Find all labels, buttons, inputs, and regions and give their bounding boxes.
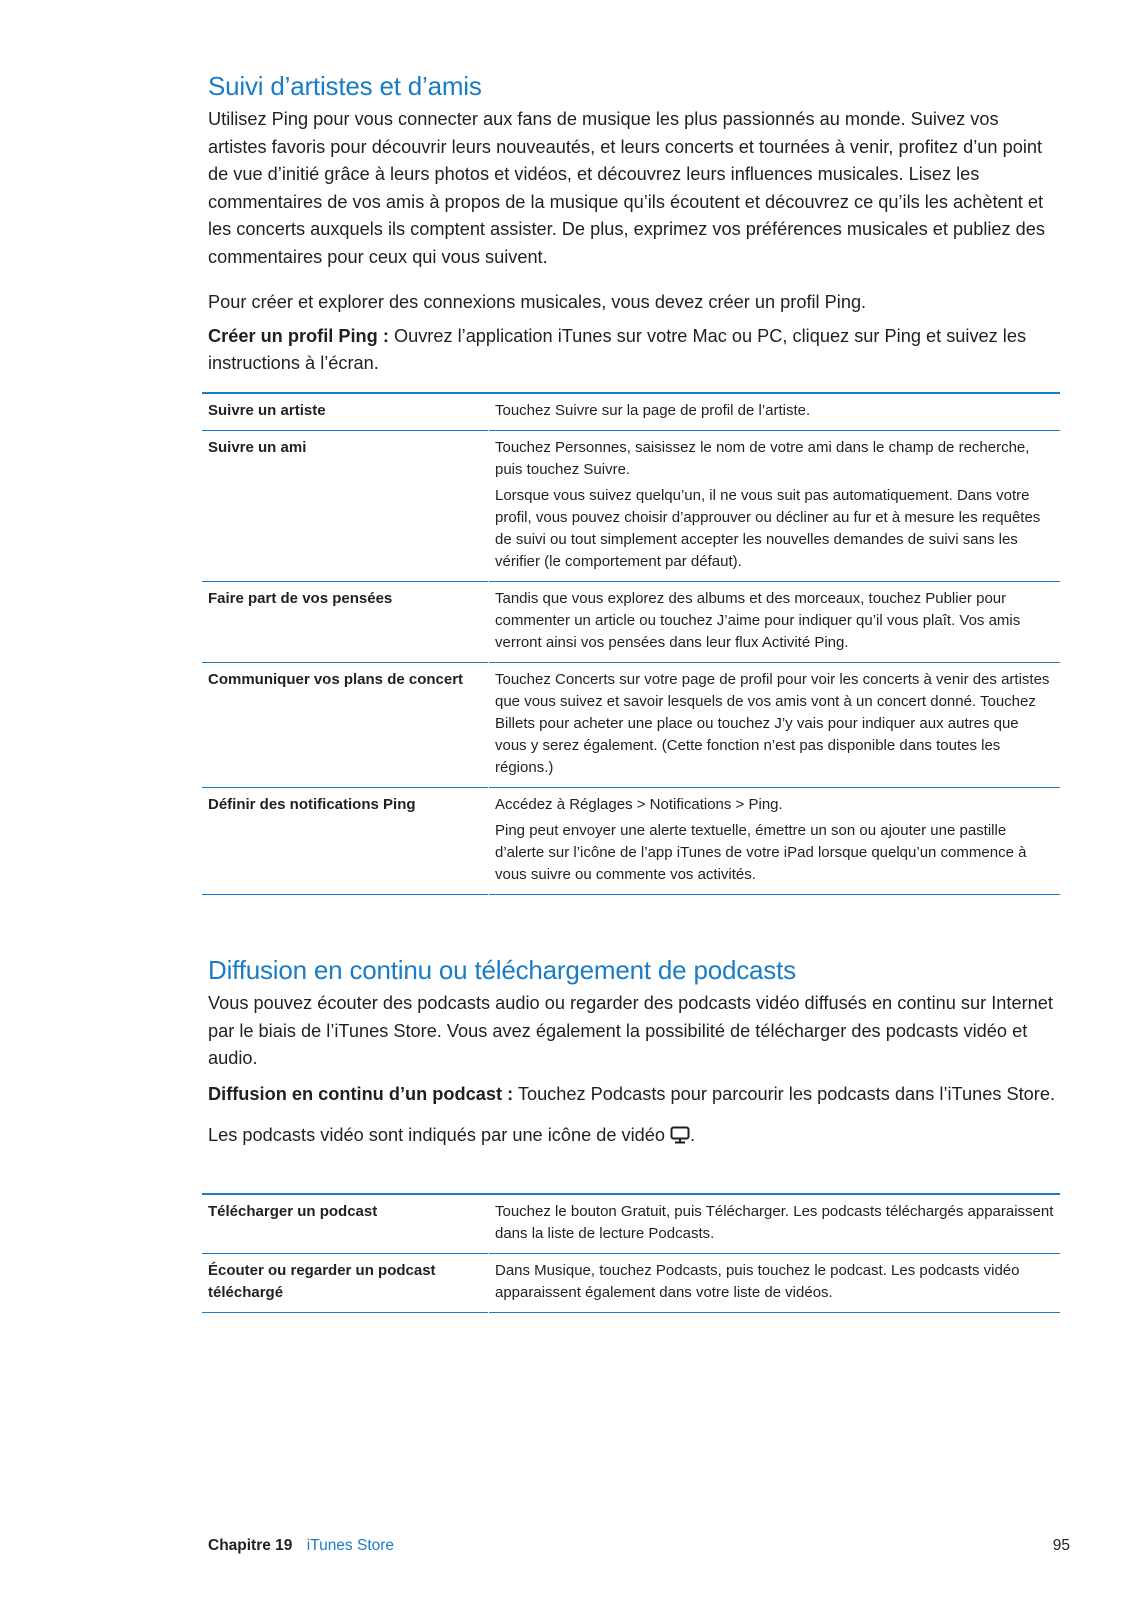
intro-paragraph: Utilisez Ping pour vous connecter aux fans de musique les plus passionnés au monde. Suivez vos artistes favoris pour découvrir leurs nouveautés, et leurs concerts et tournées à venir, profitez d’un point de vue d’initié grâce à leurs photos et vidéos, et découvrez leurs influences musicales. Lisez les commentaires de vos amis à propos de la musique qu’ils écoutent et découvrez ce qu’ils les achètent et les concerts auxquels ils comptent assister. De plus, exprimez vos préférences musicales et publiez des commentaires pour ceux qui vous suivent.	[208, 109, 1046, 267]
instruction-text: Ouvrez l’application iTunes sur votre Mac ou PC, cliquez sur Ping et suivez les instructions à l’écran.	[208, 325, 1027, 373]
instruction-text: Touchez Podcasts pour parcourir les podcasts dans l’iTunes Store.	[517, 1083, 1056, 1104]
row-description	[489, 582, 1061, 663]
description-text: Dans Musique, touchez Podcasts, puis touchez le podcast. Les podcasts vidéo apparaissent également dans votre liste de vidéos.	[495, 1262, 1020, 1301]
video-note-end: .	[690, 1125, 696, 1145]
row-label: Télécharger un podcast	[208, 1203, 378, 1220]
instruction-paragraph	[208, 1081, 1058, 1109]
row-label: Suivre un ami	[208, 439, 307, 456]
row-label: Suivre un artiste	[208, 402, 326, 419]
description-text: Touchez Suivre sur la page de profil de l’artiste.	[495, 402, 811, 419]
row-label: Communiquer vos plans de concert	[208, 671, 464, 688]
table-row	[202, 431, 1060, 582]
instruction-paragraph	[208, 323, 1058, 378]
description-text: Touchez Concerts sur votre page de profil pour voir les concerts à venir des artistes que vous suivez et savoir lesquels de vos amis vont à un concert donné. Touchez Billets pour acheter une place ou touchez J’y vais pour indiquer aux autres que vous y serez également. (Cette fonction n’est pas disponible dans toutes les régions.)	[495, 671, 1050, 776]
ping-actions-table	[202, 392, 1060, 895]
section-title: Suivi d’artistes et d’amis	[208, 71, 482, 101]
section-title: Diffusion en continu ou téléchargement de podcasts	[208, 955, 796, 985]
row-description	[489, 1194, 1061, 1254]
table-row	[202, 788, 1060, 895]
video-note-paragraph	[208, 1122, 1058, 1153]
row-description	[489, 431, 1061, 582]
row-description	[489, 393, 1061, 431]
instruction-lead: Créer un profil Ping :	[208, 325, 389, 346]
table-row	[202, 1254, 1060, 1313]
section-suivi	[208, 70, 1058, 378]
description-text: Touchez Personnes, saisissez le nom de votre ami dans le champ de recherche, puis touchez Suivre.	[495, 439, 1030, 478]
table-row	[202, 663, 1060, 788]
description-text: Accédez à Réglages > Notifications > Ping.	[495, 796, 783, 813]
chapter-title: iTunes Store	[306, 1537, 395, 1554]
chapter-label: Chapitre 19	[208, 1537, 293, 1554]
page-footer	[208, 1537, 1070, 1555]
instruction-lead: Diffusion en continu d’un podcast :	[208, 1083, 514, 1104]
video-icon	[670, 1125, 690, 1153]
description-text: Lorsque vous suivez quelqu’un, il ne vous suit pas automatiquement. Dans votre profil, vous pouvez choisir d’approuver ou décliner au fur et à mesure les requêtes de suivi ou tout simplement accepter les nouvelles demandes de suivi sans les vérifier (le comportement par défaut).	[495, 487, 1041, 570]
description-text: Ping peut envoyer une alerte textuelle, émettre un son ou ajouter une pastille d’alerte sur l’icône de l’app iTunes de votre iPad lorsque quelqu’un commence à vous suivre ou commente vos activités.	[495, 822, 1027, 883]
table-row	[202, 582, 1060, 663]
table-row	[202, 1194, 1060, 1254]
video-note-text: Les podcasts vidéo sont indiqués par une icône de vidéo	[208, 1125, 666, 1145]
row-description	[489, 1254, 1061, 1313]
intro-paragraph: Vous pouvez écouter des podcasts audio ou regarder des podcasts vidéo diffusés en continu sur Internet par le biais de l’iTunes Store. Vous avez également la possibilité de télécharger des podcasts vidéo et audio.	[208, 993, 1053, 1068]
description-text: Tandis que vous explorez des albums et des morceaux, touchez Publier pour commenter un article ou touchez J’aime pour indiquer qu’il vous plaît. Vos amis verront ainsi vos pensées dans leur flux Activité Ping.	[495, 590, 1021, 651]
section-podcasts	[208, 954, 1058, 1153]
row-label: Faire part de vos pensées	[208, 590, 393, 607]
description-text: Touchez le bouton Gratuit, puis Télécharger. Les podcasts téléchargés apparaissent dans la liste de lecture Podcasts.	[495, 1203, 1054, 1242]
row-label: Écouter ou regarder un podcast téléchargé	[208, 1262, 436, 1301]
profile-requirement-paragraph: Pour créer et explorer des connexions musicales, vous devez créer un profil Ping.	[208, 292, 867, 312]
table-row	[202, 393, 1060, 431]
row-label: Définir des notifications Ping	[208, 796, 416, 813]
row-description	[489, 788, 1061, 895]
page-number: 95	[1052, 1537, 1070, 1554]
row-description	[489, 663, 1061, 788]
podcast-actions-table	[202, 1193, 1060, 1313]
